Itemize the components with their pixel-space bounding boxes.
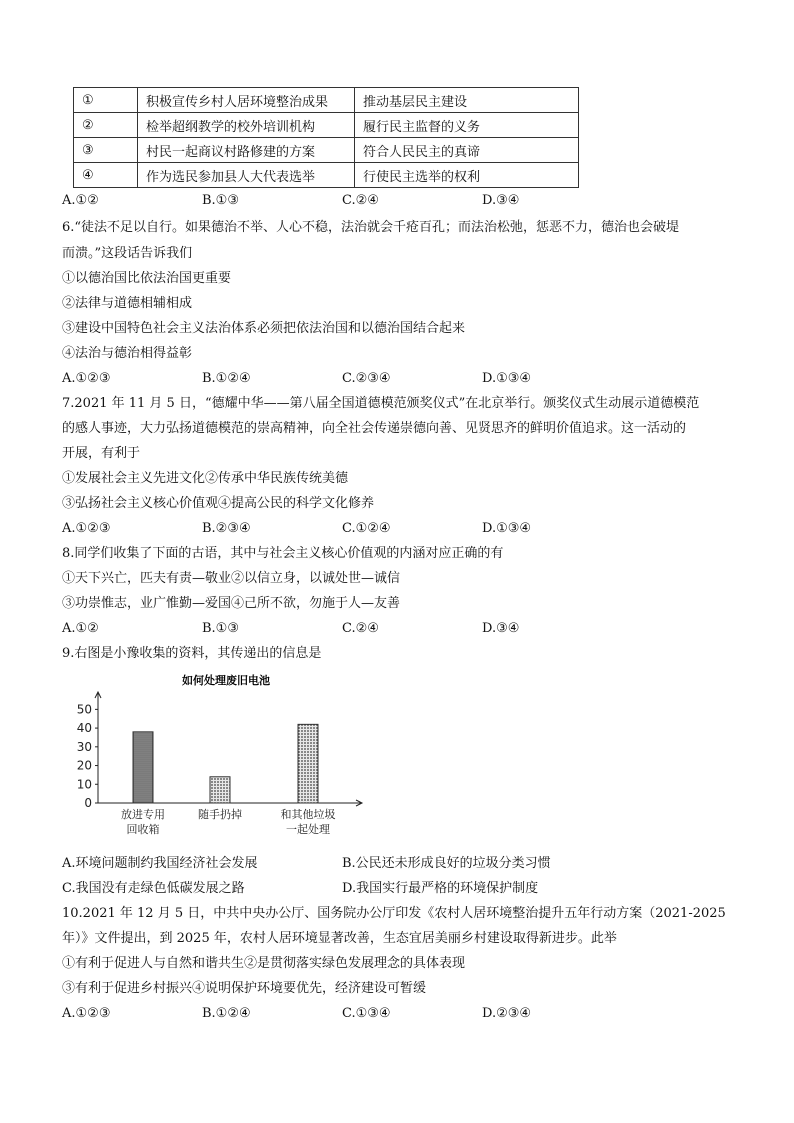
q7-stem-line-1: 7.2021 年 11 月 5 日，“德耀中华——第八届全国道德模范颁奖仪式”在北京举行。颁奖仪式生动展示道德模范	[62, 396, 700, 411]
q6-item-3: ③建设中国特色社会主义法治体系必须把依法治国和以德治国结合起来	[62, 321, 466, 336]
q5-option-d: D.③④	[482, 193, 520, 208]
q10-option-a: A.①②③	[62, 1006, 111, 1021]
chart-bar	[210, 777, 230, 803]
y-tick-label: 30	[76, 739, 92, 754]
q8-option-d: D.③④	[482, 621, 520, 636]
table-row	[74, 113, 579, 138]
q6-option-d: D.①③④	[482, 371, 532, 386]
x-category-label: 和其他垃圾	[280, 808, 336, 821]
q10-option-c: C.①③④	[342, 1006, 391, 1021]
q7-option-d: D.①③④	[482, 521, 532, 536]
table-cell-num: ④	[74, 163, 138, 188]
table-cell-num: ②	[74, 113, 138, 138]
q8-item-1: ①天下兴亡，匹夫有责—敬业②以信立身，以诚处世—诚信	[62, 571, 401, 586]
q8-option-b: B.①③	[202, 621, 239, 636]
table-cell-act: 积极宣传乡村人居环境整治成果	[138, 88, 355, 113]
q7-option-a: A.①②③	[62, 521, 111, 536]
q7-item-2: ③弘扬社会主义核心价值观④提高公民的科学文化修养	[62, 496, 375, 511]
q6-option-b: B.①②④	[202, 371, 251, 386]
q9-option-a: A.环境问题制约我国经济社会发展	[62, 856, 258, 871]
q5-table	[73, 87, 579, 188]
q9-option-c: C.我国没有走绿色低碳发展之路	[62, 881, 245, 896]
q6-stem-line-1: 6.“徒法不足以自行。如果德治不举、人心不稳，法治就会千疮百孔；而法治松弛，惩恶不力，德治也会破堤	[62, 220, 680, 235]
table-row	[74, 138, 579, 163]
chart-bar	[133, 732, 153, 803]
q6-option-c: C.②③④	[342, 371, 391, 386]
y-tick-label: 40	[76, 721, 92, 736]
q5-option-b: B.①③	[202, 193, 239, 208]
table-cell-meaning: 行使民主选举的权利	[355, 163, 579, 188]
q10-stem-line-1: 10.2021 年 12 月 5 日，中共中央办公厅、国务院办公厅印发《农村人居环境整治提升五年行动方案（2021-2025	[62, 906, 726, 921]
q7-stem-line-2: 的感人事迹，大力弘扬道德模范的崇高精神，向全社会传递崇德向善、见贤思齐的鲜明价值追求。这一活动的	[62, 421, 687, 436]
q6-option-a: A.①②③	[62, 371, 111, 386]
q5-option-a: A.①②	[62, 193, 99, 208]
q8-option-c: C.②④	[342, 621, 379, 636]
table-cell-meaning: 推动基层民主建设	[355, 88, 579, 113]
q5-option-c: C.②④	[342, 193, 379, 208]
table-row	[74, 88, 579, 113]
q8-stem: 8.同学们收集了下面的古语，其中与社会主义核心价值观的内涵对应正确的有	[62, 546, 504, 561]
table-cell-meaning: 符合人民民主的真谛	[355, 138, 579, 163]
q10-stem-line-2: 年）》文件提出，到 2025 年，农村人居环境显著改善，生态宜居美丽乡村建设取得新进步。此举	[62, 931, 617, 946]
x-category-label: 回收箱	[126, 823, 160, 836]
y-tick-label: 10	[76, 777, 92, 792]
q10-item-2: ③有利于促进乡村振兴④说明保护环境要优先，经济建设可暂缓	[62, 981, 427, 996]
table-cell-meaning: 履行民主监督的义务	[355, 113, 579, 138]
y-tick-label: 50	[76, 702, 92, 717]
q9-stem: 9.右图是小豫收集的资料，其传递出的信息是	[62, 646, 322, 661]
battery-disposal-chart	[70, 670, 370, 840]
x-category-label: 放进专用	[121, 808, 165, 821]
q9-option-b: B.公民还未形成良好的垃圾分类习惯	[342, 856, 551, 871]
q7-item-1: ①发展社会主义先进文化②传承中华民族传统美德	[62, 471, 349, 486]
q10-item-1: ①有利于促进人与自然和谐共生②是贯彻落实绿色发展理念的具体表现	[62, 956, 466, 971]
q6-item-4: ④法治与德治相得益彰	[62, 346, 193, 361]
q7-option-b: B.②③④	[202, 521, 251, 536]
q6-stem-line-2: 而溃。”这段话告诉我们	[62, 246, 193, 261]
q6-item-2: ②法律与道德相辅相成	[62, 296, 193, 311]
chart-bar	[298, 724, 318, 803]
q8-item-2: ③功崇惟志，业广惟勤—爱国④己所不欲，勿施于人—友善	[62, 596, 401, 611]
table-row	[74, 163, 579, 188]
q7-option-c: C.①②④	[342, 521, 391, 536]
x-category-label: 随手扔掉	[198, 808, 242, 821]
x-category-label: 一起处理	[286, 823, 330, 836]
table-cell-act: 村民一起商议村路修建的方案	[138, 138, 355, 163]
q9-option-d: D.我国实行最严格的环境保护制度	[342, 881, 539, 896]
y-tick-label: 20	[76, 758, 92, 773]
table-cell-num: ①	[74, 88, 138, 113]
q8-option-a: A.①②	[62, 621, 99, 636]
table-cell-act: 检举超纲教学的校外培训机构	[138, 113, 355, 138]
q6-item-1: ①以德治国比依法治国更重要	[62, 271, 232, 286]
table-cell-act: 作为选民参加县人大代表选举	[138, 163, 355, 188]
table-cell-num: ③	[74, 138, 138, 163]
chart-title: 如何处理废旧电池	[182, 674, 270, 687]
q10-option-b: B.①②④	[202, 1006, 251, 1021]
y-tick-label: 0	[84, 796, 92, 810]
q7-stem-line-3: 开展，有利于	[62, 446, 141, 461]
q10-option-d: D.②③④	[482, 1006, 532, 1021]
